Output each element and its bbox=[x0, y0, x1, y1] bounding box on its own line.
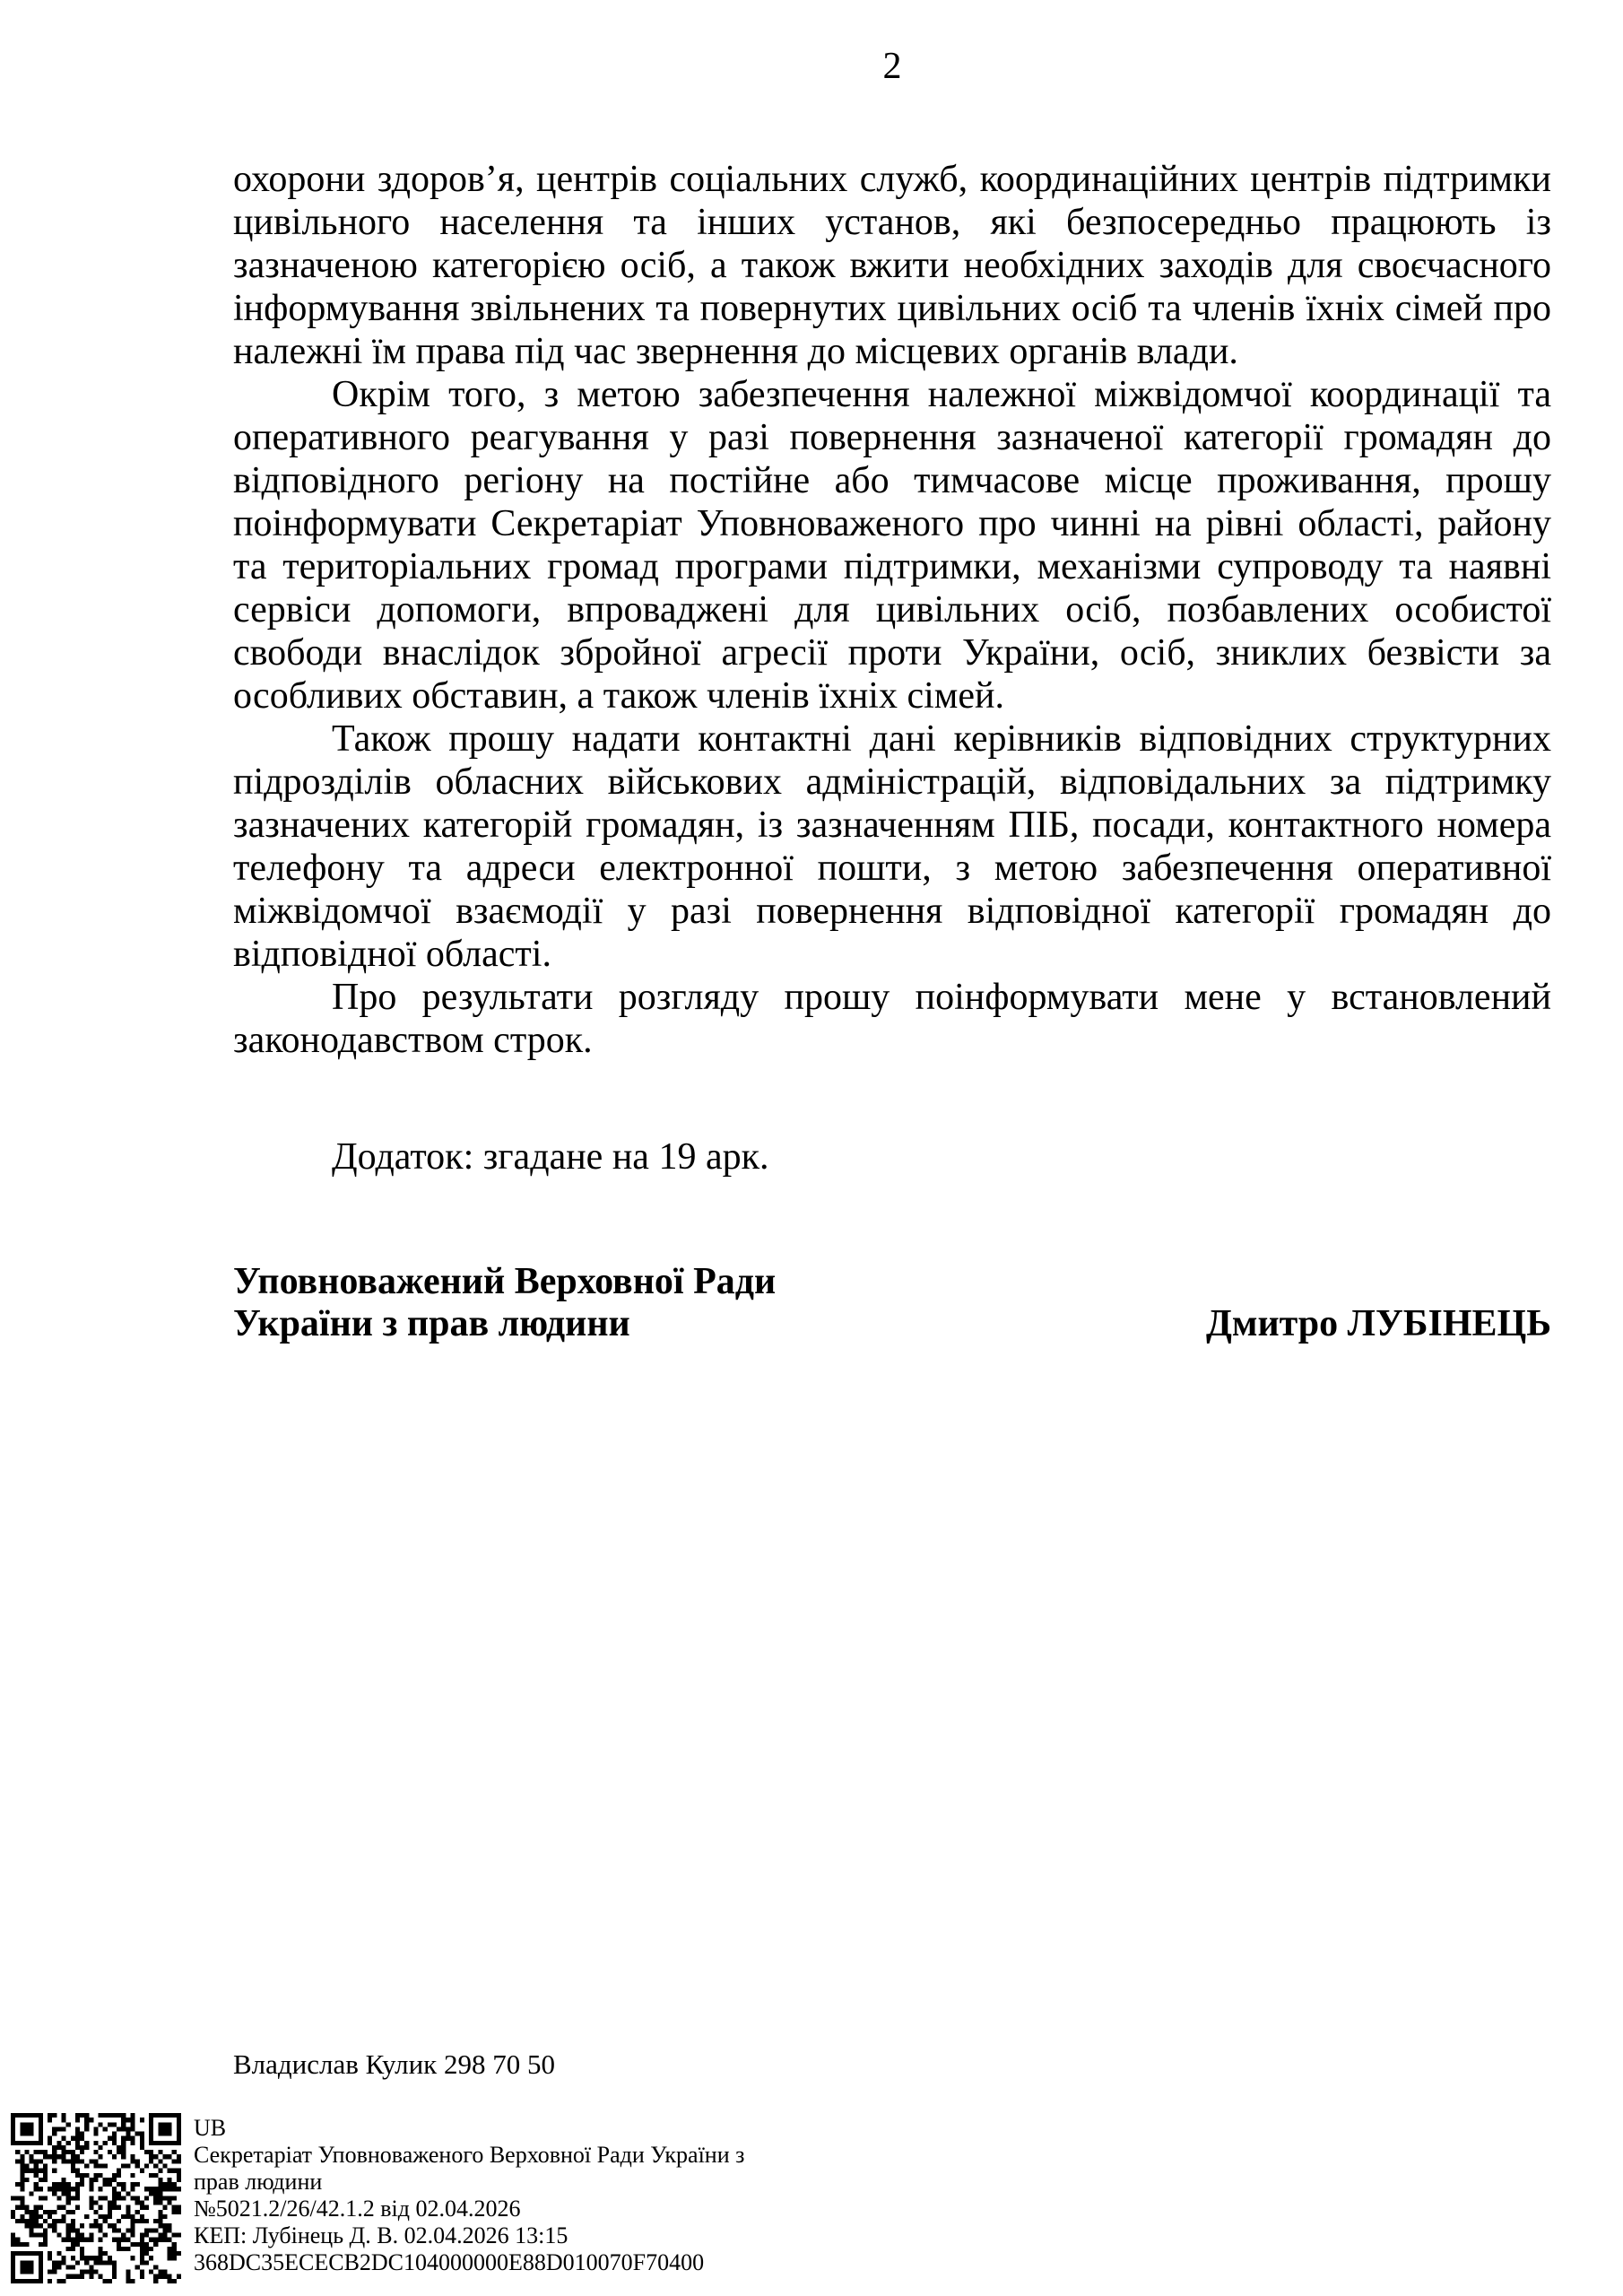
signatory-title-line: України з прав людини bbox=[233, 1303, 630, 1344]
paragraph: Також прошу надати контактні дані керівників відповідних структурних підрозділів обласних військових адміністрацій, відповідальних за підтримку зазначених категорій громадян, із зазначенням ПІБ, посади, контактного номера телефону та адреси електронної пошти, з метою забезпечення оперативної міжвідомчої взаємодії у разі повернення відповідної категорії громадян до відповідної області. bbox=[233, 718, 1551, 975]
stamp-org-line: прав людини bbox=[194, 2169, 323, 2195]
letter-body bbox=[233, 158, 1551, 1178]
executor-contact: Владислав Кулик 298 70 50 bbox=[233, 2048, 555, 2080]
stamp-org-line: Секретаріат Уповноваженого Верховної Ради України з bbox=[194, 2142, 745, 2168]
paragraph: охорони здоров’я, центрів соціальних служб, координаційних центрів підтримки цивільного населення та інших установ, які безпосередньо працюють із зазначеною категорією осіб, а також вжити необхідних заходів для своєчасного інформування звільнених та повернутих цивільних осіб та членів їхніх сімей про належні їм права під час звернення до місцевих органів влади. bbox=[233, 159, 1551, 372]
page-number: 2 bbox=[882, 46, 902, 87]
paragraph: Окрім того, з метою забезпечення належної міжвідомчої координації та оперативного реагування у разі повернення зазначеної категорії громадян до відповідного регіону на постійне або тимчасове місце проживання, прошу поінформувати Секретаріат Уповноваженого про чинні на рівні області, району та територіальних громад програми підтримки, механізми супроводу та наявні сервіси допомоги, впроваджені для цивільних осіб, позбавлених особистої свободи внаслідок збройної агресії проти України, осіб, зниклих безвісти за особливих обставин, а також членів їхніх сімей. bbox=[233, 374, 1551, 717]
qr-code-icon bbox=[11, 2113, 181, 2283]
attachment-note: Додаток: згадане на 19 арк. bbox=[332, 1136, 769, 1178]
signatory-title-line: Уповноважений Верховної Ради bbox=[233, 1261, 777, 1302]
stamp-reg-number: №5021.2/26/42.1.2 від 02.04.2026 bbox=[194, 2196, 521, 2222]
digital-signature-stamp bbox=[11, 2113, 750, 2283]
stamp-kep-line: КЕП: Лубінець Д. В. 02.04.2026 13:15 bbox=[194, 2222, 568, 2248]
paragraph: Про результати розгляду прошу поінформувати мене у встановлений законодавством строк. bbox=[233, 977, 1551, 1061]
signature-block bbox=[233, 1261, 1551, 1345]
stamp-hash-line: 368DC35ECECB2DC104000000E88D010070F70400 bbox=[194, 2249, 705, 2275]
signatory-name: Дмитро ЛУБІНЕЦЬ bbox=[1205, 1303, 1551, 1344]
stamp-text-block bbox=[194, 2113, 750, 2276]
signatory-title bbox=[233, 1261, 776, 1345]
stamp-label: UB bbox=[194, 2115, 227, 2141]
